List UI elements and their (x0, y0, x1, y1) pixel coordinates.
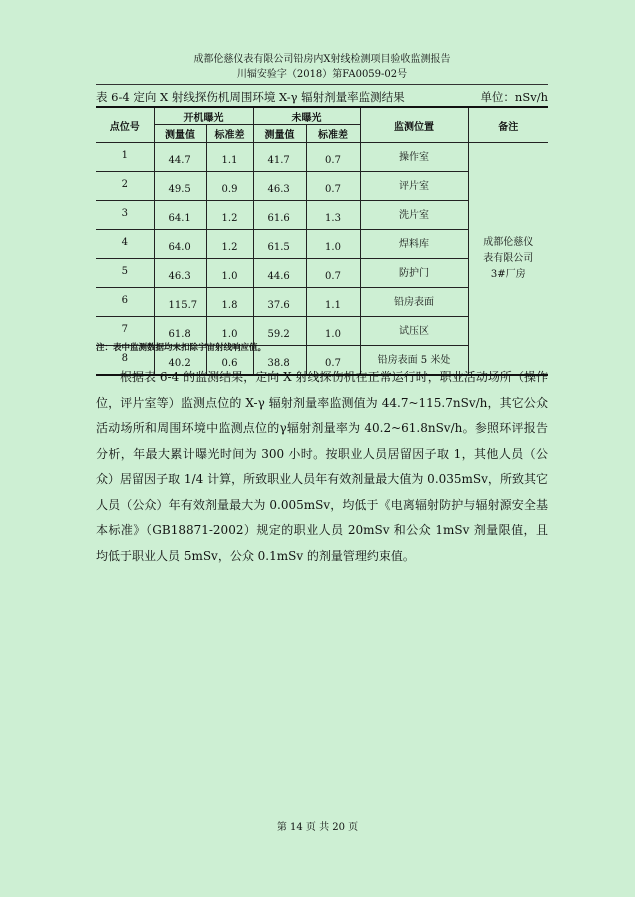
cell-on-std: 0.9 (206, 172, 253, 201)
table-note: 注：表中监测数据均未扣除宇宙射线响应值。 (96, 343, 267, 353)
cell-on-measured: 49.5 (154, 172, 206, 201)
cell-off-measured: 38.8 (253, 346, 306, 376)
remark-line: 成都伦慈仪 (483, 236, 534, 248)
cell-on-std: 1.2 (206, 201, 253, 230)
cell-on-std: 1.8 (206, 288, 253, 317)
cell-point: 7 (96, 317, 154, 346)
cell-on-std: 1.0 (206, 259, 253, 288)
cell-off-measured: 59.2 (253, 317, 306, 346)
cell-on-measured: 61.8 (154, 317, 206, 346)
cell-location: 试压区 (360, 317, 468, 346)
cell-off-measured: 44.6 (253, 259, 306, 288)
header-on-std: 标准差 (206, 125, 253, 143)
cell-location: 铅房表面 5 米处 (360, 346, 468, 376)
cell-off-std: 0.7 (306, 172, 360, 201)
cell-point: 4 (96, 230, 154, 259)
body-paragraph: 根据表 6-4 的监测结果，定向 X 射线探伤机在正常运行时，职业活动场所（操作位，评片室等）监测点位的 X-γ 辐射剂量率监测值为 44.7~115.7nSv/h，其它公众活动场所和周围环境中监测点位的γ辐射剂量率为 40.2~61.8nSv/h。参照环评报告分析，年最大累计曝光时间为 300 小时。按职业人员居留因子取 1，其他人员（公众）居留因子取 1/4 计算，所致职业人员年有效剂量最大值为 0.035mSv，所致其它人员（公众）年有效剂量最大为 0.005mSv，均低于《电离辐射防护与辐射源安全基本标准》（GB18871-2002）规定的职业人员 20mSv 和公众 1mSv 剂量限值，且均低于职业人员 5mSv，公众 0.1mSv 的剂量管理约束值。 (96, 370, 548, 563)
monitoring-results-table (96, 106, 548, 376)
remark-line: 表有限公司 (483, 252, 534, 264)
remark-line: 3#厂房 (490, 268, 526, 280)
cell-on-measured: 44.7 (154, 143, 206, 172)
cell-location: 焊料库 (360, 230, 468, 259)
cell-off-std: 0.7 (306, 346, 360, 376)
cell-on-measured: 40.2 (154, 346, 206, 376)
cell-off-measured: 61.6 (253, 201, 306, 230)
header-exposure-off: 未曝光 (253, 107, 360, 125)
cell-location: 铅房表面 (360, 288, 468, 317)
cell-off-measured: 37.6 (253, 288, 306, 317)
cell-on-std: 1.1 (206, 143, 253, 172)
table-caption-unit: 单位：nSv/h (480, 90, 548, 104)
table-caption-title: 表 6-4 定向 X 射线探伤机周围环境 X-γ 辐射剂量率监测结果 (96, 90, 405, 104)
page-number: 第 14 页 共 20 页 (276, 822, 359, 833)
cell-location: 操作室 (360, 143, 468, 172)
cell-location: 防护门 (360, 259, 468, 288)
header-point: 点位号 (96, 107, 154, 143)
table-caption (96, 90, 548, 104)
cell-off-std: 1.0 (306, 230, 360, 259)
header-exposure-on: 开机曝光 (154, 107, 253, 125)
header-remark: 备注 (468, 107, 548, 143)
report-title: 成都伦慈仪表有限公司铅房内X射线检测项目验收监测报告 (193, 54, 451, 65)
header-off-measured: 测量值 (253, 125, 306, 143)
header-location: 监测位置 (360, 107, 468, 143)
cell-on-std: 1.0 (206, 317, 253, 346)
cell-remark (468, 143, 548, 376)
cell-off-std: 0.7 (306, 143, 360, 172)
header-rule (96, 84, 548, 85)
cell-on-measured: 64.1 (154, 201, 206, 230)
cell-off-measured: 41.7 (253, 143, 306, 172)
cell-location: 评片室 (360, 172, 468, 201)
report-header (96, 52, 548, 82)
cell-location: 洗片室 (360, 201, 468, 230)
cell-on-std: 0.6 (206, 346, 253, 376)
report-doc-number: 川辐安验字（2018）第FA0059-02号 (236, 69, 408, 80)
cell-on-measured: 115.7 (154, 288, 206, 317)
cell-point: 3 (96, 201, 154, 230)
table-row (96, 143, 548, 172)
cell-off-std: 0.7 (306, 259, 360, 288)
cell-on-std: 1.2 (206, 230, 253, 259)
cell-off-std: 1.3 (306, 201, 360, 230)
cell-off-measured: 46.3 (253, 172, 306, 201)
cell-point: 2 (96, 172, 154, 201)
cell-point: 1 (96, 143, 154, 172)
cell-on-measured: 64.0 (154, 230, 206, 259)
cell-point: 8 (96, 346, 154, 376)
cell-off-std: 1.0 (306, 317, 360, 346)
cell-point: 5 (96, 259, 154, 288)
cell-on-measured: 46.3 (154, 259, 206, 288)
header-on-measured: 测量值 (154, 125, 206, 143)
cell-point: 6 (96, 288, 154, 317)
header-off-std: 标准差 (306, 125, 360, 143)
cell-off-measured: 61.5 (253, 230, 306, 259)
cell-off-std: 1.1 (306, 288, 360, 317)
